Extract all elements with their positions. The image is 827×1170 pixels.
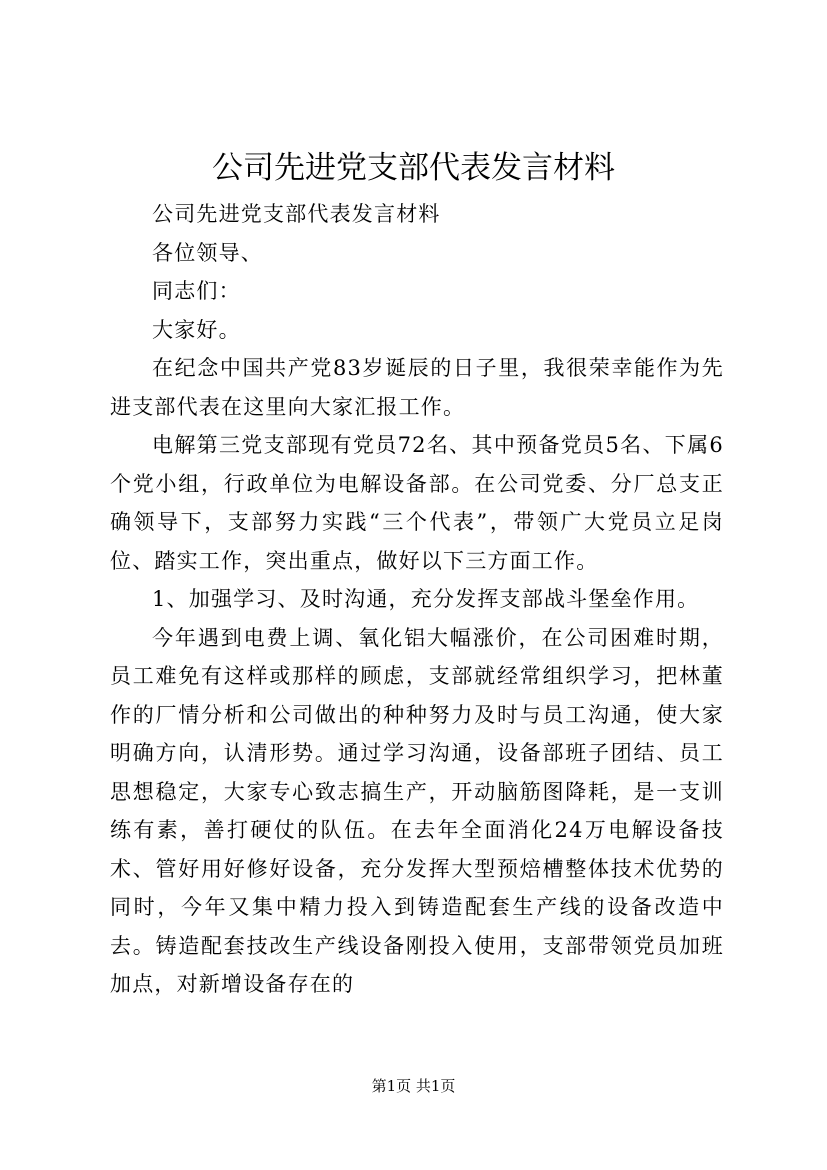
paragraph-section-body-1: 今年遇到电费上调、氧化铝大幅涨价，在公司困难时期，员工难免有这样或那样的顾虑，支部就经常组织学习，把林董作的厂情分析和公司做出的种种努力及时与员工沟通，使大家明确方向，认清形势。通过学习沟通，设备部班子团结、员工思想稳定，大家专心致志搞生产，开动脑筋图降耗，是一支训练有素，善打硬仗的队伍。在去年全面消化24万电解设备技术、管好用好修好设备，充分发挥大型预焙槽整体技术优势的同时，今年又集中精力投入到铸造配套生产线的设备改造中去。铸造配套技改生产线设备刚投入使用，支部带领党员加班加点，对新增设备存在的 bbox=[110, 625, 724, 996]
paragraph-salutation-comrades: 同志们： bbox=[152, 279, 241, 303]
paragraph-heading-repeat: 公司先进党支部代表发言材料 bbox=[152, 202, 441, 226]
paragraph-salutation-leaders: 各位领导、 bbox=[152, 240, 263, 265]
paragraph-greeting: 大家好。 bbox=[152, 317, 241, 342]
document-title: 公司先进党支部代表发言材料 bbox=[212, 150, 615, 186]
page-number-footer: 第1页 共1页 bbox=[371, 1077, 456, 1095]
paragraph-section-heading-1: 1、加强学习、及时沟通，充分发挥支部战斗堡垒作用。 bbox=[152, 587, 700, 611]
document-body bbox=[110, 195, 724, 1004]
paragraph-branch-overview: 电解第三党支部现有党员72名、其中预备党员5名、下属6个党小组，行政单位为电解设备部。在公司党委、分厂总支正确领导下，支部努力实践“三个代表”，带领广大党员立足岗位、踏实工作，突出重点，做好以下三方面工作。 bbox=[110, 433, 724, 573]
paragraph-intro: 在纪念中国共产党83岁诞辰的日子里，我很荣幸能作为先进支部代表在这里向大家汇报工作。 bbox=[110, 356, 724, 419]
